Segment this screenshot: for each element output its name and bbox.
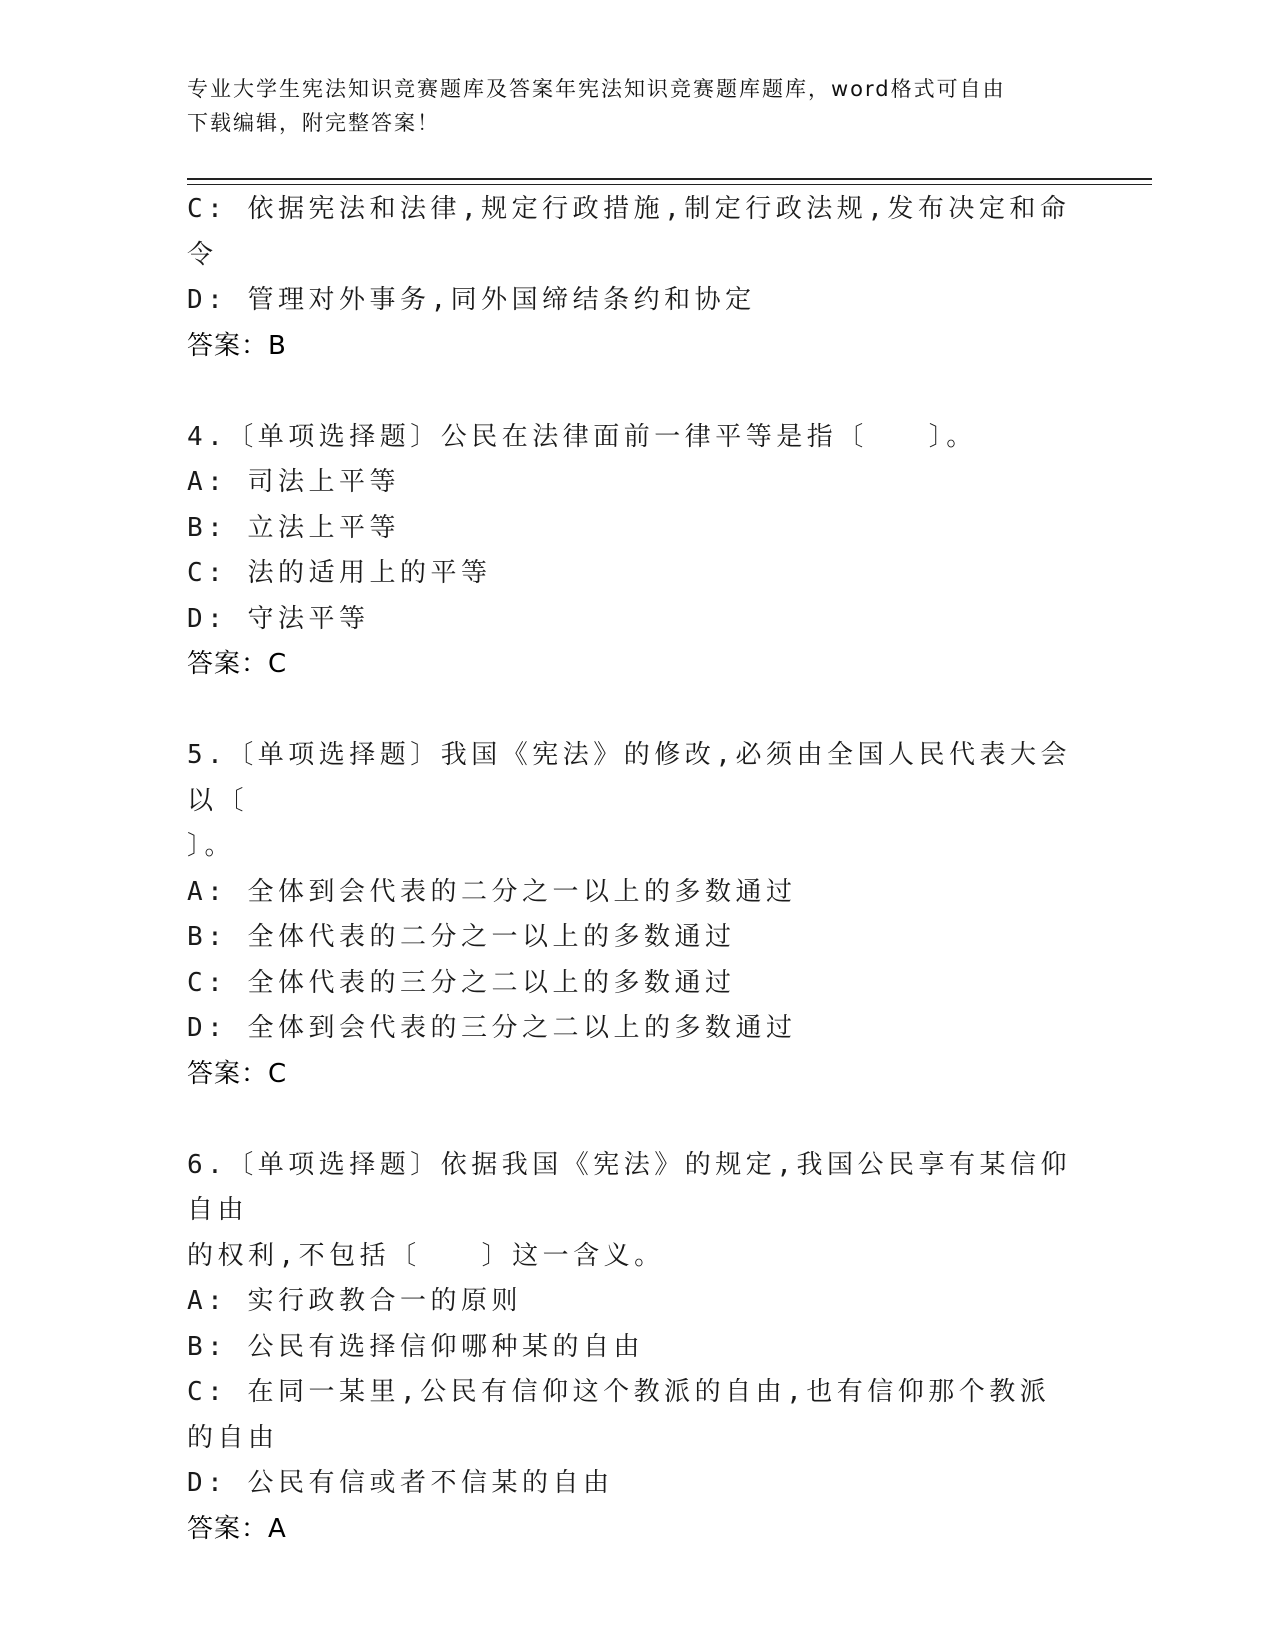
q4-question: 4.〔单项选择题〕公民在法律面前一律平等是指〔 〕。	[187, 421, 977, 452]
q5-option-b: B: 全体代表的二分之一以上的多数通过	[187, 922, 736, 952]
question-3-block	[187, 187, 1077, 369]
q3-option-d: D: 管理对外事务,同外国缔结条约和协定	[187, 285, 756, 315]
q3-answer: 答案：B	[187, 330, 287, 361]
question-6-block	[187, 1143, 1077, 1553]
q6-option-a: A: 实行政教合一的原则	[187, 1286, 522, 1316]
q6-answer: 答案：A	[187, 1513, 287, 1544]
header-line-2: 下载编辑，附完整答案！	[187, 111, 440, 135]
q4-option-d: D: 守法平等	[187, 603, 370, 634]
q5-question-line-2: 〕。	[187, 831, 236, 861]
q3-option-c: C: 依据宪法和法律,规定行政措施,制定行政法规,发布决定和命令	[187, 194, 1071, 270]
q5-answer: 答案：C	[187, 1058, 288, 1089]
q5-option-a: A: 全体到会代表的二分之一以上的多数通过	[187, 876, 797, 907]
q5-option-c: C: 全体代表的三分之二以上的多数通过	[187, 967, 736, 998]
q4-answer: 答案：C	[187, 649, 288, 679]
q6-question-line-1: 6.〔单项选择题〕依据我国《宪法》的规定,我国公民享有某信仰自由	[187, 1149, 1071, 1225]
question-5-block	[187, 733, 1077, 1097]
header-line-1: 专业大学生宪法知识竞赛题库及答案年宪法知识竞赛题库题库，word格式可自由	[187, 77, 1006, 101]
q5-option-d: D: 全体到会代表的三分之二以上的多数通过	[187, 1013, 797, 1043]
header-divider-thin	[187, 184, 1152, 185]
spacer	[187, 688, 1077, 734]
spacer	[187, 369, 1077, 415]
header-divider-thick	[187, 178, 1152, 180]
q4-option-c: C: 法的适用上的平等	[187, 558, 492, 588]
spacer	[187, 1097, 1077, 1143]
q4-option-b: B: 立法上平等	[187, 512, 400, 543]
q4-option-a: A: 司法上平等	[187, 467, 400, 497]
q6-question-line-2: 的权利,不包括〔 〕这一含义。	[187, 1240, 665, 1271]
q6-option-b: B: 公民有选择信仰哪种某的自由	[187, 1331, 644, 1362]
question-content	[187, 187, 1077, 1552]
question-4-block	[187, 415, 1077, 688]
q6-option-c: C: 在同一某里,公民有信仰这个教派的自由,也有信仰那个教派的自由	[187, 1377, 1051, 1453]
q5-question-line-1: 5.〔单项选择题〕我国《宪法》的修改,必须由全国人民代表大会以〔	[187, 740, 1071, 816]
document-header	[187, 72, 1067, 140]
q6-option-d: D: 公民有信或者不信某的自由	[187, 1468, 614, 1498]
